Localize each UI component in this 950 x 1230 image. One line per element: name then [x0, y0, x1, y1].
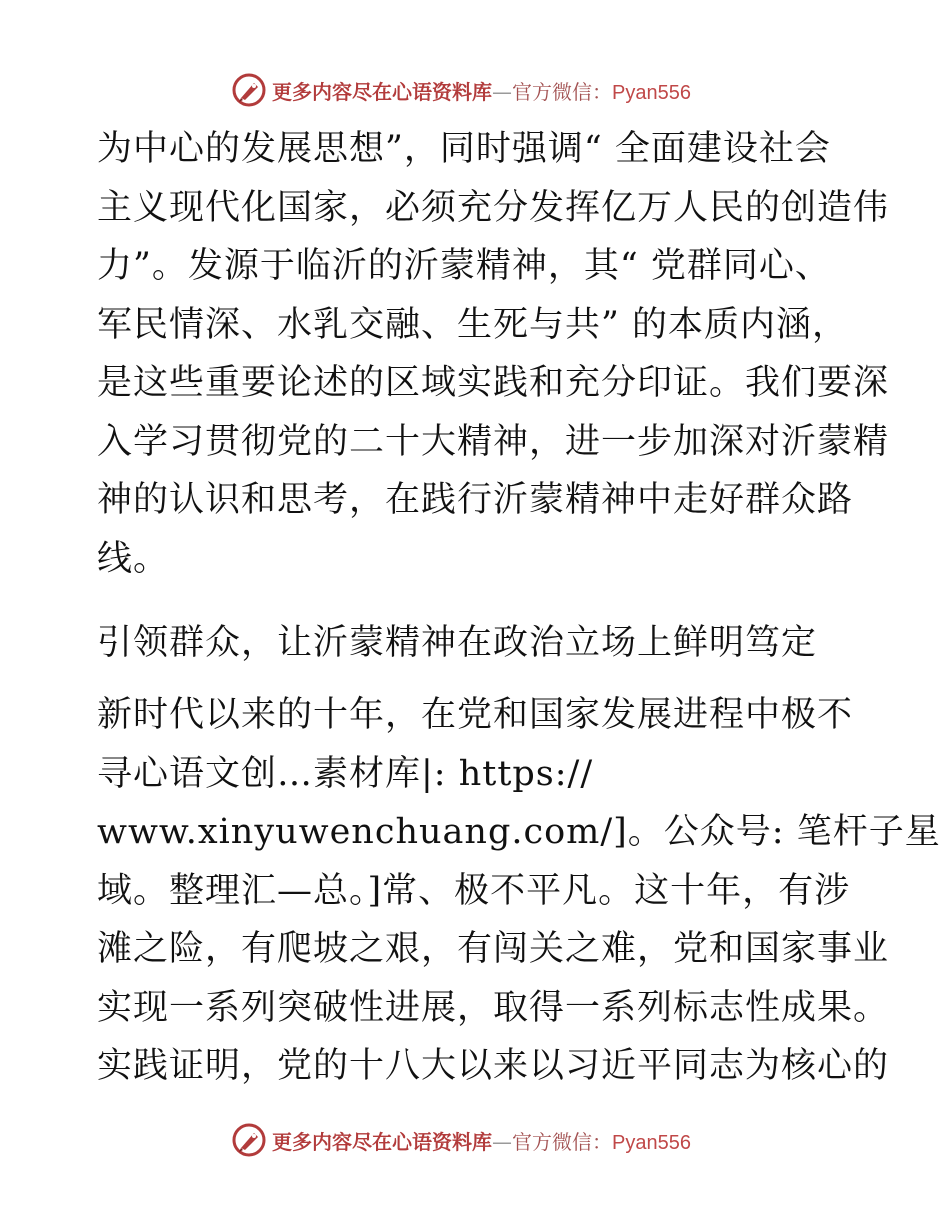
watermark-main-text: 更多内容尽在心语资料库: [272, 79, 492, 104]
paragraph-2-line: 新时代以来的十年，在党和国家发展进程中极不: [97, 695, 854, 735]
document-body: [97, 125, 941, 1101]
paragraph-2-line: 实现一系列突破性进展，取得一系列标志性成果。: [97, 987, 890, 1028]
paragraph-2-line: 实践证明，党的十八大以来以习近平同志为核心的: [97, 1046, 890, 1086]
watermark-main-text: 更多内容尽在心语资料库: [272, 1129, 492, 1154]
paragraph-1: [97, 125, 890, 593]
paragraph-2-line: 寻心语文创…素材库|: https://: [97, 753, 594, 794]
watermark-sub-text: 官方微信：: [512, 79, 612, 104]
footer-watermark: [232, 1120, 752, 1160]
paragraph-1-line: 主义现代化国家，必须充分发挥亿万人民的创造伟: [97, 187, 890, 228]
paragraph-1-line: 军民情深、水乳交融、生死与共” 的本质内涵，: [97, 304, 849, 345]
watermark-dash: —: [492, 79, 512, 104]
paragraph-1-line: 入学习贯彻党的二十大精神，进一步加深对沂蒙精: [97, 421, 890, 462]
watermark-wechat-id: Pyan556: [612, 1131, 691, 1154]
paragraph-1-line: 力”。发源于临沂的沂蒙精神，其“ 党群同心、: [97, 246, 831, 286]
paragraph-1-line: 为中心的发展思想”，同时强调“ 全面建设社会: [97, 129, 831, 169]
pen-logo-icon: [232, 1123, 266, 1157]
pen-logo-icon: [232, 73, 266, 107]
paragraph-2-line: 滩之险，有爬坡之艰，有闯关之难，党和国家事业: [97, 929, 890, 969]
watermark-sub-text: 官方微信：: [512, 1129, 612, 1154]
watermark-dash: —: [492, 1129, 512, 1154]
paragraph-1-line: 是这些重要论述的区域实践和充分印证。我们要深: [97, 363, 890, 403]
paragraph-1-line: 线。: [97, 538, 170, 579]
header-watermark: [232, 70, 752, 110]
paragraph-2-line: 域。整理汇—总。]常、极不平凡。这十年，有涉: [97, 870, 851, 911]
paragraph-1-line: 神的认识和思考，在践行沂蒙精神中走好群众路: [97, 480, 854, 520]
paragraph-2-line: www.xinyuwenchuang.com/]。公众号: 笔杆子星: [97, 812, 941, 852]
watermark-wechat-id: Pyan556: [612, 81, 691, 104]
paragraph-2: [97, 691, 941, 1101]
section-heading: 引领群众，让沂蒙精神在政治立场上鲜明笃定: [97, 623, 818, 663]
